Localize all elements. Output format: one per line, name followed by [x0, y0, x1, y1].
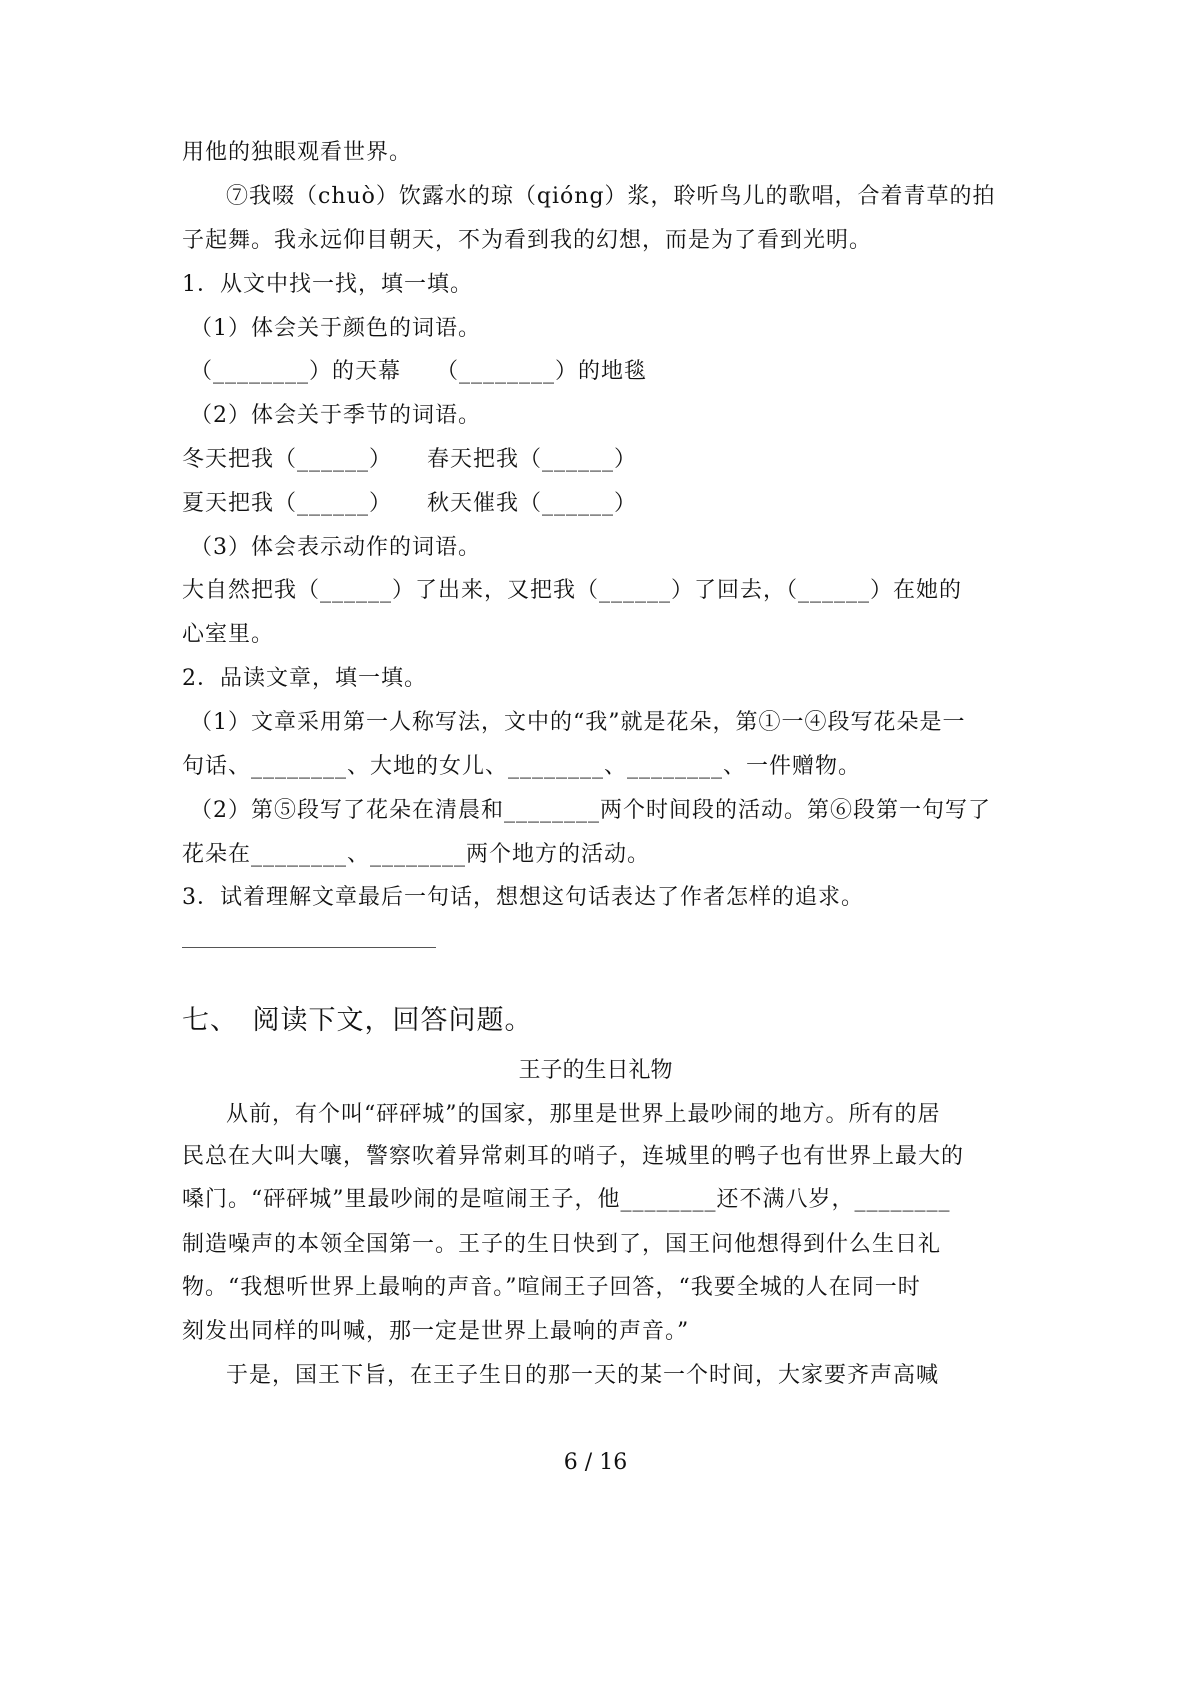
story-line: 嗓门。“砰砰城”里最吵闹的是喧闹王子，他________还不满八岁，________ [182, 1187, 951, 1212]
answer-line [182, 947, 436, 948]
passage-line: 子起舞。我永远仰目朝天，不为看到我的幻想，而是为了看到光明。 [182, 228, 873, 253]
question-1-2-label: （2）体会关于季节的词语。 [190, 403, 481, 428]
story-title: 王子的生日礼物 [518, 1058, 673, 1083]
story-line: 刻发出同样的叫喊，那一定是世界上最响的声音。” [182, 1319, 690, 1344]
question-1-2-row: 冬天把我（______） 春天把我（______） [182, 447, 638, 472]
question-2-1-line: （1）文章采用第一人称写法，文中的“我”就是花朵，第①一④段写花朵是一 [190, 710, 966, 735]
question-2-1-line: 句话、________、大地的女儿、________、________、一件赠物。 [182, 754, 862, 779]
story-line: 从前，有个叫“砰砰城”的国家，那里是世界上最吵闹的地方。所有的居 [226, 1102, 941, 1127]
story-line: 于是，国王下旨，在王子生日的那一天的某一个时间，大家要齐声高喊 [226, 1363, 940, 1388]
question-1-title: 1．从文中找一找，填一填。 [182, 272, 473, 297]
question-3-title: 3．试着理解文章最后一句话，想想这句话表达了作者怎样的追求。 [182, 885, 864, 910]
question-1-3-line: 大自然把我（______）了出来，又把我（______）了回去，（______）在她的 [182, 578, 963, 603]
page-number: 6 / 16 [563, 1450, 628, 1475]
section-heading: 七、 阅读下文，回答问题。 [182, 1005, 533, 1036]
question-1-1-blanks: （________）的天幕 （________）的地毯 [190, 359, 648, 384]
story-line: 制造噪声的本领全国第一。王子的生日快到了，国王问他想得到什么生日礼 [182, 1232, 942, 1257]
question-2-2-line: （2）第⑤段写了花朵在清晨和________两个时间段的活动。第⑥段第一句写了 [190, 798, 991, 823]
question-1-1-label: （1）体会关于颜色的词语。 [190, 316, 481, 341]
story-line: 民总在大叫大嚷，警察吹着异常刺耳的哨子，连城里的鸭子也有世界上最大的 [182, 1144, 965, 1169]
passage-line: ⑦我啜（chuò）饮露水的琼（qióng）浆，聆听鸟儿的歌唱，合着青草的拍 [226, 184, 996, 209]
question-1-2-row: 夏天把我（______） 秋天催我（______） [182, 491, 638, 516]
question-1-3-line: 心室里。 [182, 622, 275, 647]
question-2-title: 2．品读文章，填一填。 [182, 666, 427, 691]
story-line: 物。“我想听世界上最响的声音。”喧闹王子回答，“我要全城的人在同一时 [182, 1275, 921, 1300]
passage-line: 用他的独眼观看世界。 [182, 140, 413, 165]
question-2-2-line: 花朵在________、________两个地方的活动。 [182, 842, 651, 867]
question-1-3-label: （3）体会表示动作的词语。 [190, 535, 481, 560]
